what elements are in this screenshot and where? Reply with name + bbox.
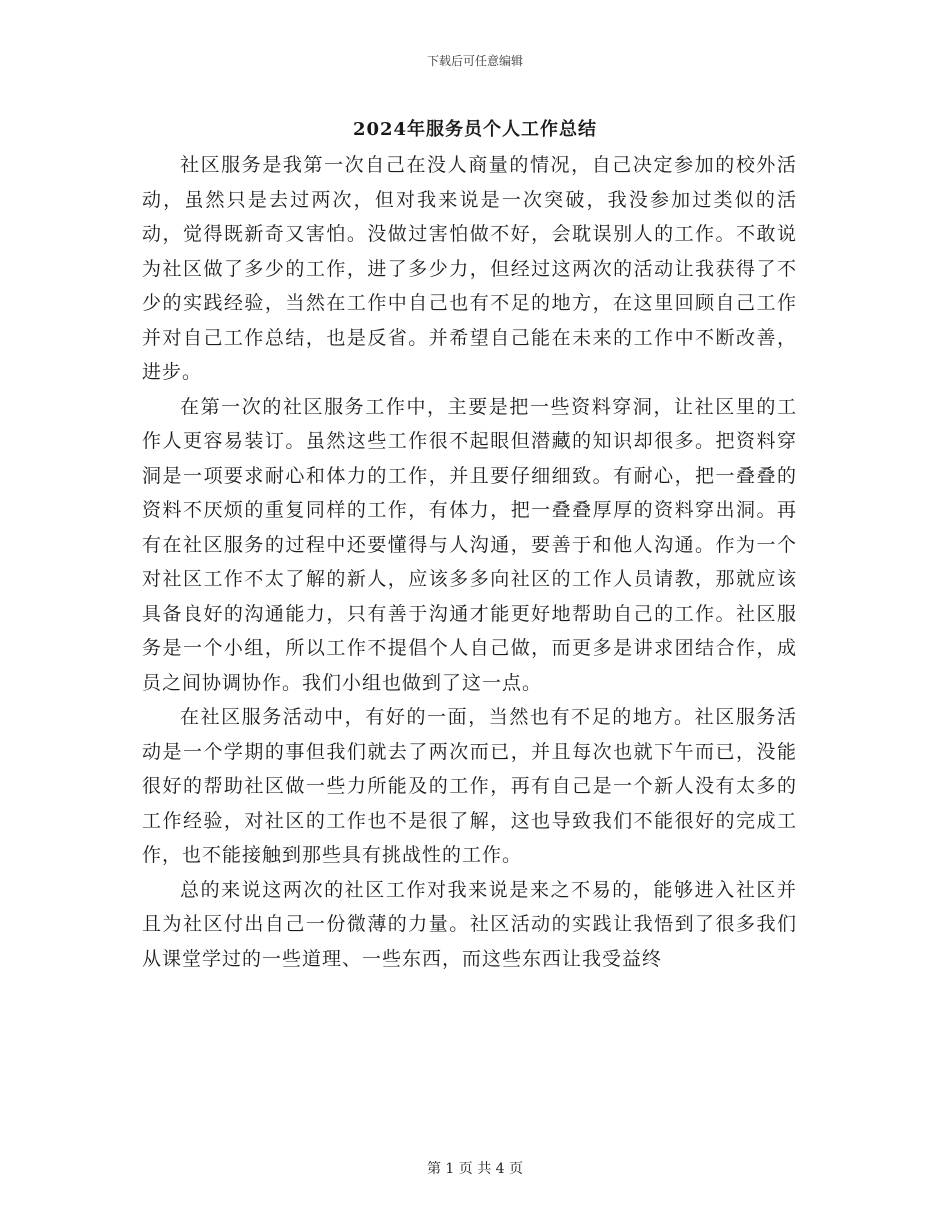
paragraph-3: 在社区服务活动中，有好的一面，当然也有不足的地方。社区服务活动是一个学期的事但我们就去了两次而已，并且每次也就下午而已，没能很好的帮助社区做一些力所能及的工作，再有自己是一个新人没有太多的工作经验，对社区的工作也不是很了解，这也导致我们不能很好的完成工作，也不能接触到那些具有挑战性的工作。 <box>142 706 797 866</box>
paragraph-1: 社区服务是我第一次自己在没人商量的情况，自己决定参加的校外活动，虽然只是去过两次，但对我来说是一次突破，我没参加过类似的活动，觉得既新奇又害怕。没做过害怕做不好，会耽误别人的工作。不敢说为社区做了多少的工作，进了多少力，但经过这两次的活动让我获得了不少的实践经验，当然在工作中自己也有不足的地方，在这里回顾自己工作并对自己工作总结，也是反省。并希望自己能在未来的工作中不断改善，进步。 <box>142 154 797 383</box>
paragraph-4: 总的来说这两次的社区工作对我来说是来之不易的，能够进入社区并且为社区付出自己一份微薄的力量。社区活动的实践让我悟到了很多我们从课堂学过的一些道理、一些东西，而这些东西让我受益终 <box>142 878 797 970</box>
document-body <box>142 148 797 976</box>
page-header-note: 下载后可任意编辑 <box>426 54 523 68</box>
paragraph-2: 在第一次的社区服务工作中，主要是把一些资料穿洞，让社区里的工作人更容易装订。虽然这些工作很不起眼但潜藏的知识却很多。把资料穿洞是一项要求耐心和体力的工作，并且要仔细细致。有耐心，把一叠叠的资料不厌烦的重复同样的工作，有体力，把一叠叠厚厚的资料穿出洞。再有在社区服务的过程中还要懂得与人沟通，要善于和他人沟通。作为一个对社区工作不太了解的新人，应该多多向社区的工作人员请教，那就应该具备良好的沟通能力，只有善于沟通才能更好地帮助自己的工作。社区服务是一个小组，所以工作不提倡个人自己做，而更多是讲求团结合作，成员之间协调协作。我们小组也做到了这一点。 <box>142 395 797 694</box>
document-title: 2024年服务员个人工作总结 <box>352 119 598 140</box>
page-number: 第 1 页 共 4 页 <box>426 1161 524 1177</box>
